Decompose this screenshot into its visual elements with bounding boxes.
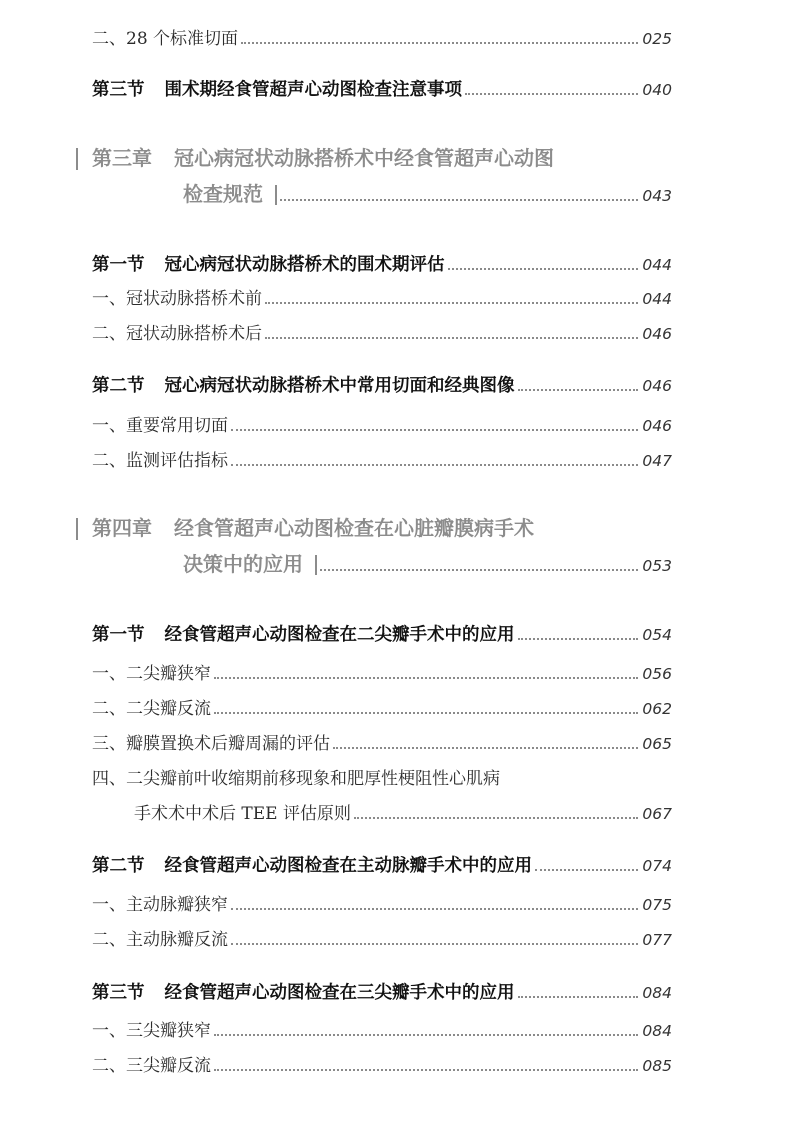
toc-item-label: 一、重要常用切面 (92, 416, 228, 436)
toc-item-label: 三、瓣膜置换术后瓣周漏的评估 (92, 734, 330, 754)
toc-item-label: 一、主动脉瓣狭窄 (92, 895, 228, 915)
toc-item-label: 一、冠状动脉搭桥术前 (92, 289, 262, 309)
page-number: 074 (642, 857, 672, 875)
page-number: 075 (642, 896, 672, 914)
page-number: 084 (642, 984, 672, 1002)
toc-item[interactable] (92, 921, 672, 951)
page-number: 085 (642, 1057, 672, 1075)
section-title: 经食管超声心动图检查在三尖瓣手术中的应用 (164, 983, 515, 1003)
leader-dots (535, 869, 638, 871)
toc-item[interactable] (92, 1012, 672, 1042)
section-title: 经食管超声心动图检查在主动脉瓣手术中的应用 (164, 856, 532, 876)
page-number: 084 (642, 1022, 672, 1040)
toc-item-cont[interactable] (134, 795, 672, 825)
toc-item[interactable] (92, 1047, 672, 1077)
chapter-heading[interactable] (92, 141, 554, 171)
toc-item-label: 一、二尖瓣狭窄 (92, 664, 211, 684)
toc-item[interactable] (92, 690, 672, 720)
leader-dots (231, 464, 638, 466)
page-number: 062 (642, 700, 672, 718)
page-number: 044 (642, 290, 672, 308)
toc-section[interactable] (92, 974, 672, 1004)
leader-dots (465, 93, 638, 95)
page-number: 046 (642, 417, 672, 435)
toc-item-label: 二、三尖瓣反流 (92, 1056, 211, 1076)
chapter-marker-bar (76, 518, 78, 540)
page-number: 047 (642, 452, 672, 470)
leader-dots (333, 747, 638, 749)
page-number: 067 (642, 805, 672, 823)
toc-item[interactable] (92, 407, 672, 437)
toc-item[interactable] (92, 760, 672, 790)
section-title: 冠心病冠状动脉搭桥术中常用切面和经典图像 (164, 376, 515, 396)
chapter-number: 第四章 (92, 516, 152, 540)
section-number: 第二节 (92, 376, 145, 396)
chapter-title-line1: 冠心病冠状动脉搭桥术中经食管超声心动图 (174, 146, 554, 170)
chapter-title-line2: 决策中的应用 (183, 552, 303, 576)
page-number: 054 (642, 626, 672, 644)
section-title: 冠心病冠状动脉搭桥术的围术期评估 (164, 255, 445, 275)
page-number: 044 (642, 256, 672, 274)
section-number: 第三节 (92, 983, 145, 1003)
page-number: 043 (642, 187, 672, 205)
toc-item[interactable] (92, 20, 672, 50)
leader-dots (241, 42, 638, 44)
section-number: 第一节 (92, 625, 145, 645)
chapter-marker-bar (315, 555, 317, 575)
toc-item-label: 二、二尖瓣反流 (92, 699, 211, 719)
leader-dots (214, 677, 638, 679)
leader-dots (280, 199, 638, 201)
toc-item-label: 二、冠状动脉搭桥术后 (92, 324, 262, 344)
page-number: 077 (642, 931, 672, 949)
toc-item[interactable] (92, 280, 672, 310)
toc-item[interactable] (92, 725, 672, 755)
leader-dots (320, 569, 638, 571)
leader-dots (265, 302, 638, 304)
section-number: 第一节 (92, 255, 145, 275)
toc-section[interactable] (92, 71, 672, 101)
leader-dots (518, 389, 639, 391)
page-number: 053 (642, 557, 672, 575)
page-number: 065 (642, 735, 672, 753)
toc-item[interactable] (92, 315, 672, 345)
leader-dots (231, 943, 638, 945)
leader-dots (354, 817, 638, 819)
leader-dots (518, 996, 639, 998)
toc-item-label: 二、主动脉瓣反流 (92, 930, 228, 950)
chapter-marker-bar (275, 185, 277, 205)
leader-dots (518, 638, 639, 640)
chapter-marker-bar (76, 148, 78, 170)
leader-dots (231, 908, 638, 910)
page-number: 046 (642, 325, 672, 343)
chapter-heading-cont[interactable] (183, 547, 672, 577)
chapter-title-line2: 检查规范 (183, 182, 263, 206)
leader-dots (214, 1069, 638, 1071)
page-number: 040 (642, 81, 672, 99)
toc-section[interactable] (92, 847, 672, 877)
page-number: 025 (642, 30, 672, 48)
toc-item[interactable] (92, 655, 672, 685)
leader-dots (265, 337, 638, 339)
leader-dots (214, 1034, 638, 1036)
toc-item-label: 二、监测评估指标 (92, 451, 228, 471)
toc-section[interactable] (92, 367, 672, 397)
section-number: 第三节 (92, 80, 145, 100)
toc-item[interactable] (92, 886, 672, 916)
section-title: 围术期经食管超声心动图检查注意事项 (164, 80, 462, 100)
toc-item-label-cont: 手术术中术后 TEE 评估原则 (134, 804, 351, 824)
chapter-number: 第三章 (92, 146, 152, 170)
leader-dots (448, 268, 639, 270)
chapter-heading[interactable] (92, 511, 534, 541)
leader-dots (231, 429, 638, 431)
section-title: 经食管超声心动图检查在二尖瓣手术中的应用 (164, 625, 515, 645)
toc-section[interactable] (92, 616, 672, 646)
toc-item[interactable] (92, 442, 672, 472)
chapter-title-line1: 经食管超声心动图检查在心脏瓣膜病手术 (174, 516, 534, 540)
leader-dots (214, 712, 638, 714)
toc-item-label: 一、三尖瓣狭窄 (92, 1021, 211, 1041)
toc-item-label: 二、28 个标准切面 (92, 29, 239, 49)
section-number: 第二节 (92, 856, 145, 876)
chapter-heading-cont[interactable] (183, 177, 672, 207)
page-number: 046 (642, 377, 672, 395)
toc-section[interactable] (92, 246, 672, 276)
page-number: 056 (642, 665, 672, 683)
toc-item-label: 四、二尖瓣前叶收缩期前移现象和肥厚性梗阻性心肌病 (92, 769, 500, 789)
